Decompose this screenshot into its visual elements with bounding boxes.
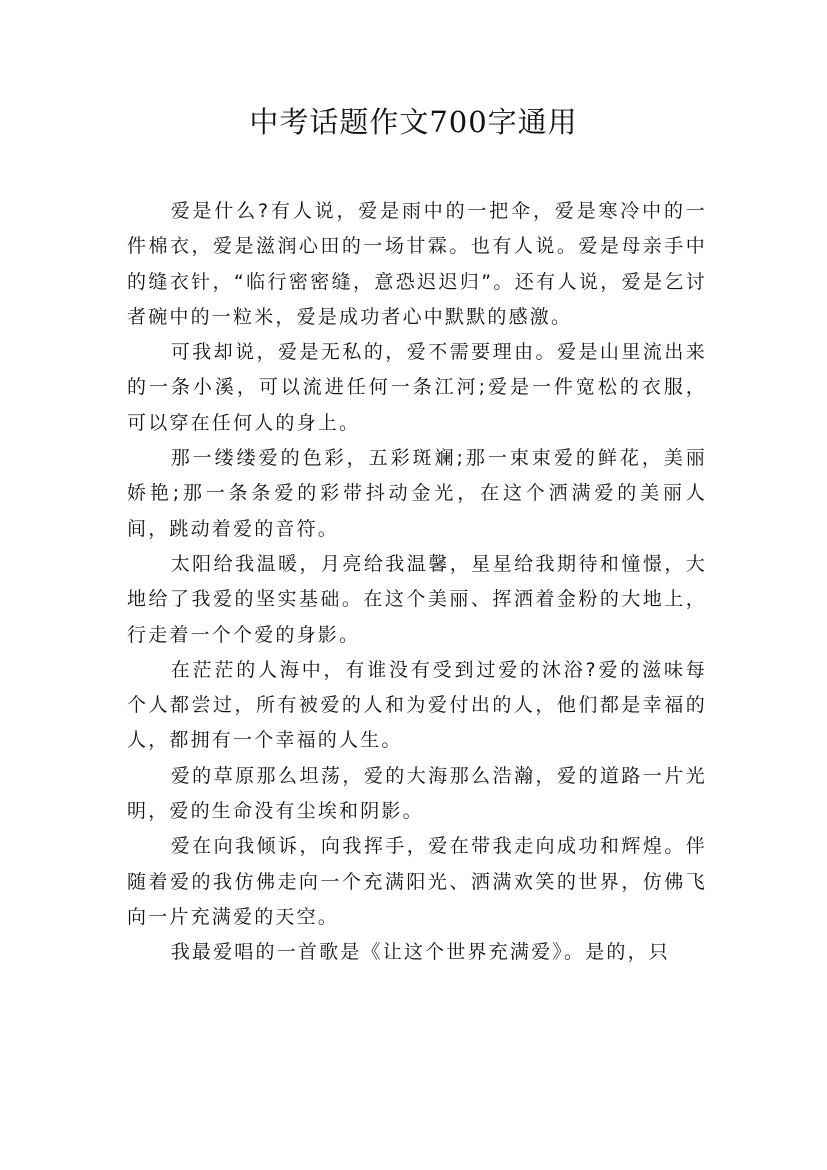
paragraph: 我最爱唱的一首歌是《让这个世界充满爱》。是的，只 [170,941,670,964]
document-title: 中考话题作文700字通用 [249,105,578,139]
paragraph: 在茫茫的人海中，有谁没有受到过爱的沐浴?爱的滋味每个人都尝过，所有被爱的人和为爱付出的人，他们都是幸福的人，都拥有一个幸福的人生。 [127,658,707,752]
document-body [127,194,707,971]
paragraph: 那一缕缕爱的色彩，五彩斑斓;那一束束爱的鲜花，美丽娇艳;那一条条爱的彩带抖动金光，在这个洒满爱的美丽人间，跳动着爱的音符。 [127,447,707,540]
paragraph: 太阳给我温暖，月亮给我温馨，星星给我期待和憧憬，大地给了我爱的坚实基础。在这个美丽、挥洒着金粉的大地上，行走着一个个爱的身影。 [127,552,707,646]
paragraph: 可我却说，爱是无私的，爱不需要理由。爱是山里流出来的一条小溪，可以流进任何一条江河;爱是一件宽松的衣服，可以穿在任何人的身上。 [127,341,707,434]
paragraph: 爱的草原那么坦荡，爱的大海那么浩瀚，爱的道路一片光明，爱的生命没有尘埃和阴影。 [127,764,707,823]
paragraph: 爱在向我倾诉，向我挥手，爱在带我走向成功和辉煌。伴随着爱的我仿佛走向一个充满阳光、洒满欢笑的世界，仿佛飞向一片充满爱的天空。 [127,835,707,928]
paragraph: 爱是什么?有人说，爱是雨中的一把伞，爱是寒冷中的一件棉衣，爱是滋润心田的一场甘霖。也有人说。爱是母亲手中的缝衣针，“临行密密缝，意恐迟迟归”。还有人说，爱是乞讨者碗中的一粒米，爱是成功者心中默默的感激。 [127,200,707,328]
